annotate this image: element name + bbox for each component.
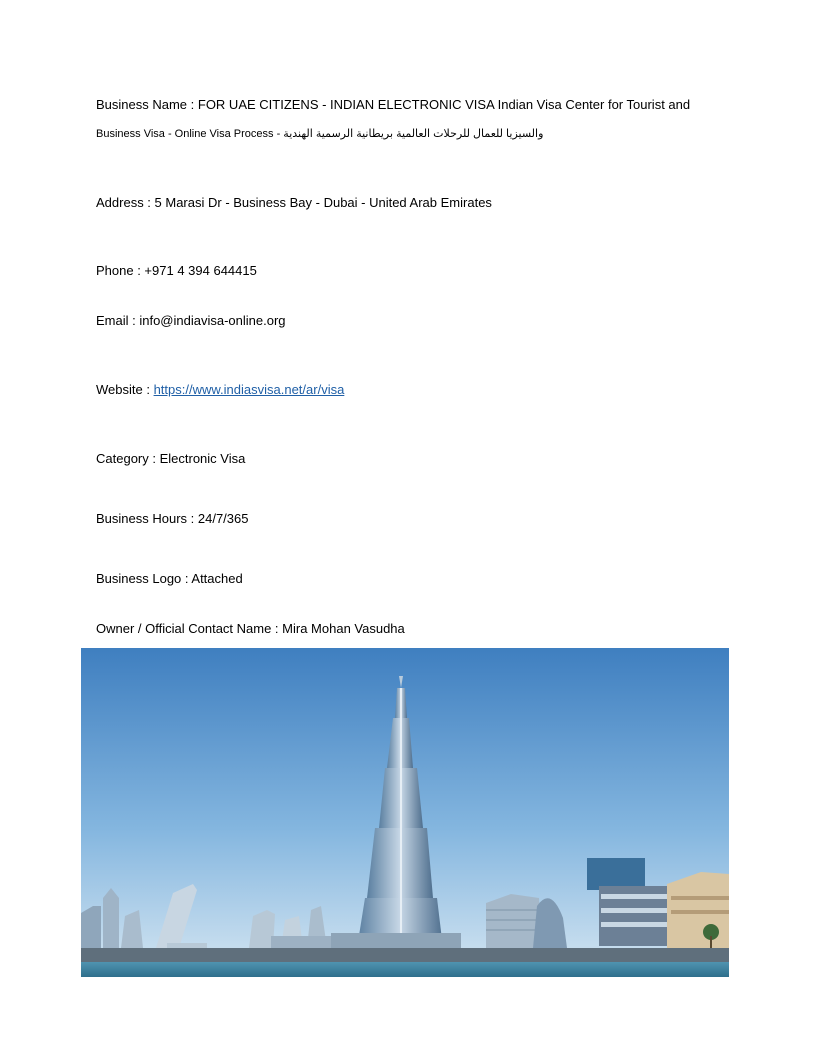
owner-line: Owner / Official Contact Name : Mira Mohan Vasudha: [96, 621, 405, 636]
business-name-latin: Business Visa - Online Visa Process -: [96, 128, 281, 140]
business-name-arabic: والسيزيا للعمال للرحلات العالمية بريطانية الرسمية الهندية: [283, 128, 544, 140]
address-line: Address : 5 Marasi Dr - Business Bay - Dubai - United Arab Emirates: [96, 195, 492, 210]
phone-line: Phone : +971 4 394 644415: [96, 263, 257, 278]
website-line: [96, 382, 344, 397]
hours-line: Business Hours : 24/7/365: [96, 511, 249, 526]
logo-line: Business Logo : Attached: [96, 571, 243, 586]
email-line: Email : info@indiavisa-online.org: [96, 313, 286, 328]
business-name-line-2: [96, 127, 543, 140]
website-link[interactable]: https://www.indiasvisa.net/ar/visa: [153, 382, 345, 397]
website-label: Website :: [96, 382, 154, 397]
burj-khalifa-photo: [81, 648, 729, 977]
category-line: Category : Electronic Visa: [96, 451, 246, 466]
business-name-line-1: Business Name : FOR UAE CITIZENS - INDIAN ELECTRONIC VISA Indian Visa Center for Tourist and: [96, 97, 691, 112]
